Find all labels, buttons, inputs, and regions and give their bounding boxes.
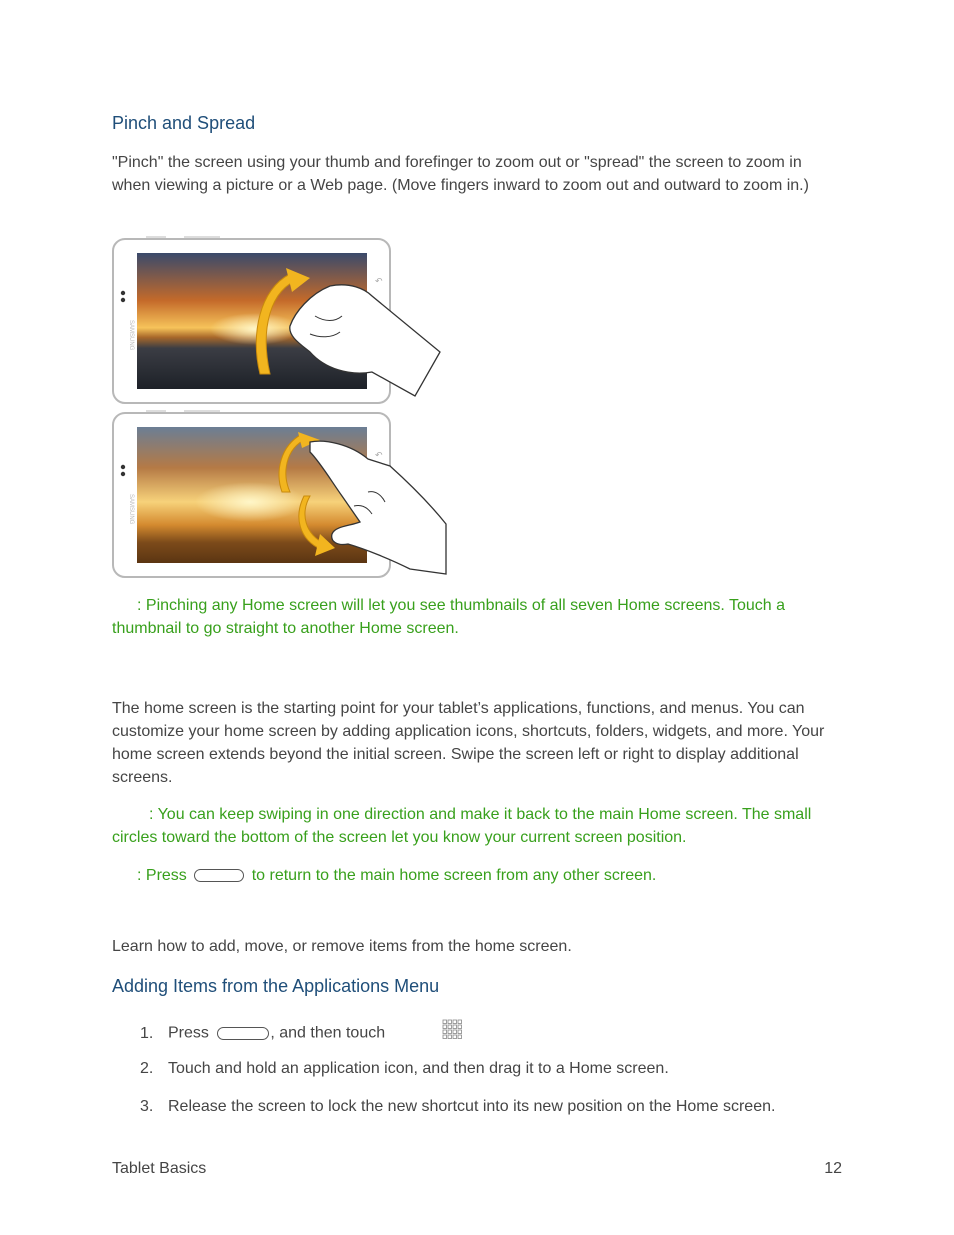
intro-paragraph: "Pinch" the screen using your thumb and forefinger to zoom out or "spread" the screen to zoom in when viewing a picture or a Web page. (Move fingers inward to zoom out and outward to zoom in.) (112, 154, 809, 194)
home-button-icon (217, 1027, 269, 1040)
apps-grid-icon (442, 1019, 464, 1048)
step-1-after: , and then touch (270, 1024, 386, 1042)
tip-swiping: : You can keep swiping in one direction and make it back to the main Home screen. The small circles toward the bottom of the screen let you know your current screen position. (112, 806, 812, 846)
step-number: 2. (140, 1060, 154, 1077)
step-number: 3. (140, 1098, 154, 1115)
tip-home-button (137, 864, 857, 887)
samsung-logo: SAMSUNG (128, 320, 134, 351)
subsection-title: Adding Items from the Applications Menu (112, 976, 440, 996)
step-3 (140, 1095, 840, 1118)
step-3-text: Release the screen to lock the new shortcut into its new position on the Home screen. (168, 1098, 776, 1115)
tablet-top (113, 236, 440, 403)
svg-text:↶: ↶ (375, 276, 383, 286)
svg-text:SAMSUNG: SAMSUNG (128, 494, 134, 525)
learn-text: Learn how to add, move, or remove items from the home screen. (112, 938, 572, 955)
step-1-before: Press (168, 1024, 209, 1042)
tip-home-before: : Press (137, 867, 187, 884)
tablet-bottom (113, 410, 446, 577)
home-button-icon (194, 869, 244, 882)
tip-pinching: : Pinching any Home screen will let you see thumbnails of all seven Home screens. Touch a thumbnail to go straight to another Home screen. (112, 597, 786, 637)
svg-text:↶: ↶ (375, 450, 383, 460)
pinch-spread-illustration (110, 234, 450, 580)
section-title: Pinch and Spread (112, 113, 256, 133)
step-number: 1. (140, 1024, 154, 1042)
page-number: 12 (824, 1160, 842, 1177)
step-2 (140, 1057, 840, 1080)
step-1 (140, 1019, 840, 1048)
step-2-text: Touch and hold an application icon, and then drag it to a Home screen. (168, 1060, 669, 1077)
home-screen-paragraph: The home screen is the starting point for your tablet’s applications, functions, and menus. You can customize your home screen by adding application icons, shortcuts, folders, widgets, and more. Your home screen extends beyond the initial screen. Swipe the screen left or right to display additional screens. (112, 700, 825, 786)
tip-home-after: to return to the main home screen from any other screen. (251, 867, 657, 884)
footer-section-name: Tablet Basics (112, 1160, 207, 1177)
